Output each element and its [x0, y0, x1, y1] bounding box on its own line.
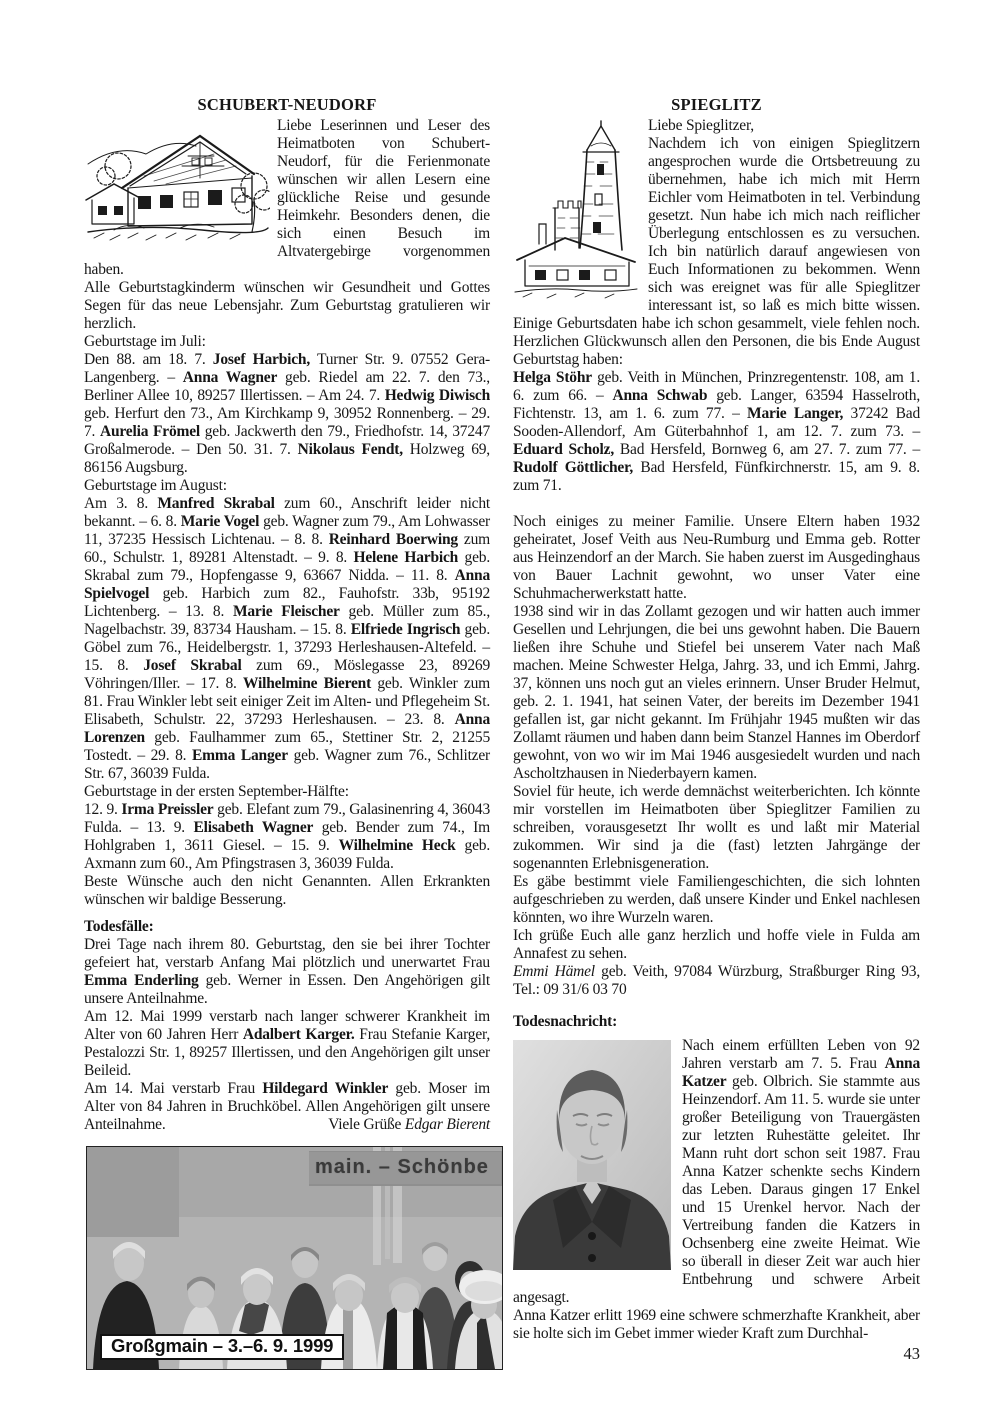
family-paragraph-3: Soviel für heute, ich werde demnächst weiterberichten. Ich könnte mir vorstellen im Heimatboten über Spieglitzer Familien zu schreiben, vorausgesetzt Ihr wollt es und laßt mir Material zukommen. Wir sind ja die (fast) letzten Jahrgänge der sogenannten Erlebnisgeneration.: [513, 783, 920, 872]
spieglitz-greeting: Liebe Spieglitzer,: [648, 117, 754, 134]
death-notice-2: Am 12. Mai 1999 verstarb nach langer schwerer Krankheit im Alter von 60 Jahren Herr Adalbert Karger. Frau Stefanie Karger, Pestalozzi Str. 1, 89257 Illertissen, und den Angehörigen gilt unser Beileid.: [84, 1008, 491, 1079]
wishes-paragraph: Beste Wünsche auch den nicht Genannten. Allen Erkrankten wünschen wir baldige Besserung.: [84, 873, 490, 908]
farmhouse-illustration-svg: [84, 120, 270, 244]
july-heading: Geburtstage im Juli:: [84, 333, 206, 350]
greeting-paragraph: Alle Geburtstagkinderm wünschen wir Gesundheit und Gottes Segen für das neue Lebensjahr. Zum Geburtstag gratulieren wir herzlich.: [84, 279, 490, 332]
section-title-schubert-neudorf: SCHUBERT-NEUDORF: [197, 95, 377, 114]
spieglitz-intro: [513, 117, 920, 369]
september-heading: Geburtstage in der ersten September-Hälfte:: [84, 783, 349, 800]
column-signature: Viele Grüße Edgar Bierent: [328, 1116, 490, 1133]
anna-katzer-portrait-image: [513, 1040, 671, 1270]
death-notice-3-text: Am 14. Mai verstarb Frau Hildegard Winkler geb. Moser im Alter von 84 Jahren in Bruchköbel. Allen Angehörigen gilt unsere Anteilnahme.: [84, 1080, 490, 1133]
tower-illustration-svg: [513, 120, 639, 302]
family-paragraph-1: Noch einiges zu meiner Familie. Unsere Eltern haben 1932 geheiratet, Josef Veith aus Neu-Rumburg und Emma geb. Rotter aus Heinzendorf an der March. Sie haben zuerst im Ausgedinghaus von Bauer Lachnit gewohnt, wo unser Vater eine Schuhmacherwerkstatt hatte.: [513, 513, 920, 602]
obituary-heading: Todesnachricht:: [513, 1013, 618, 1030]
august-birthday-list: Am 3. 8. Manfred Skrabal zum 60., Anschrift leider nicht bekannt. – 6. 8. Marie Vogel geb. Wagner zum 79., Am Lohwasser 11, 37235 Hessisch Lichtenau. – 8. 8. Reinhard Boerwing zum 60., Schulstr. 1, 89281 Altenstadt. – 9. 8. Helene Harbich geb. Skrabal zum 79., Hopfengasse 9, 63667 Nidda. – 11. 8. Anna Spielvogel geb. Harbich zum 82., Fauhofstr. 33b, 95192 Lichtenberg. – 13. 8. Marie Fleischer geb. Müller zum 85., Nagelbachstr. 39, 83734 Hausham. – 15. 8. Elfriede Ingrisch geb. Göbel zum 76., Heidelbergstr. 1, 37293 Herleshausen-Altefeld. – 15. 8. Josef Skrabal zum 69., Möslegasse 23, 89269 Vöhringen/Iller. – 17. 8. Wilhelmine Bierent geb. Winkler zum 81. Frau Winkler lebt seit einiger Zeit im Alten- und Pflegeheim St. Elisabeth, Schulstr. 22, 37293 Herleshausen. – 23. 8. Anna Lorenzen geb. Faulhammer zum 65., Stettiner Str. 2, 21255 Tostedt. – 29. 8. Emma Langer geb. Wagner zum 76., Schlitzer Str. 67, 36039 Fulda.: [84, 495, 491, 782]
section-spieglitz: [513, 96, 920, 1343]
spieglitz-intro-text: Nachdem ich von einigen Spieglitzern angesprochen wurde die Ortsbetreuung zu übernehmen, habe ich mich mit Herrn Eichler vom Heimatboten in tel. Verbindung gesetzt. Nun habe ich mich nach reiflicher Überlegung entschlossen es zu versuchen. Ich bin natürlich darauf angewiesen von Euch Informationen zu bekommen. Wenn sich was ereignet was für alle Spieglitzer interessant ist, so laß es mich bitte wissen. Einige Geburtsdaten habe ich schon gesammelt, viele fehlen noch. Herzlichen Glückwunsch allen den Personen, die bis Ende August Geburtstag haben:: [513, 135, 920, 368]
page-number: 43: [903, 1344, 920, 1363]
august-heading: Geburtstage im August:: [84, 477, 227, 494]
obituary-text: Nach einem erfüllten Leben von 92 Jahren verstarb am 7. 5. Frau Anna Katzer geb. Olbrich. Sie stammte aus Heinzendorf. Am 11. 5. wurde sie unter großer Beteiligung von Trauergästen zur letzten Ruhestätte geleitet. Ihr Mann ruht dort schon seit 1987. Frau Anna Katzer schenkte sechs Kindern das Leben. Daraus gingen 17 Enkel und 15 Urenkel hervor. Nach der Vertreibung fanden die Katzers in Ochsenberg eine zweite Heimat. Wie so überall in dieser Zeit war auch hier Entbehrung und schwere Arbeit angesagt.: [513, 1037, 920, 1306]
intro-paragraph: [84, 117, 490, 279]
obituary-paragraph-2: Anna Katzer erlitt 1969 eine schwere schmerzhafte Krankheit, aber sie holte sich im Gebet immer wieder Kraft zum Durchhal-: [513, 1307, 920, 1342]
family-paragraph-2: 1938 sind wir in das Zollamt gezogen und wir hatten auch immer Gesellen und Lehrjungen, die bei uns gewohnt haben. Die Bauern ließen ihre Schuhe und Stiefel bei unserem Vater nach Maß machen. Meine Schwester Helga, Jahrg. 33, und ich Emmi, Jahrg. 37, können uns noch gut an vieles erinnern. Unser Bruder Helmut, geb. 2. 1. 1941, hat seinen Vater, der bereits im Dezember 1941 gefallen ist, gar nicht gekannt. Im Frühjahr 1945 mußten wir das Zollamt räumen und haben dann beim Stanzel Hannes im Oberdorf gewohnt, von wo wir im Mai 1946 ausgesiedelt wurden und nach Ascholtzhausen in Niederbayern kamen.: [513, 603, 920, 782]
section-title-spieglitz: SPIEGLITZ: [671, 95, 762, 114]
death-notice-1: Drei Tage nach ihrem 80. Geburtstag, den sie bei ihrer Tochter gefeiert hat, verstarb Anfang Mai plötzlich und unerwartet Frau Emma Enderling geb. Werner in Essen. Den Angehörigen gilt unsere Anteilnahme.: [84, 936, 491, 1007]
family-paragraph-5: Ich grüße Euch alle ganz herzlich und hoffe viele in Fulda am Annafest zu sehen.: [513, 927, 920, 962]
intro-text: Liebe Leserinnen und Leser des Heimatboten von Schubert-Neudorf, für die Ferienmonate wünschen wir allen Lesern eine glückliche Reise und gesunde Heimkehr. Besonders denen, die sich einen Besuch im Altvatergebirge vorgenommen haben.: [84, 117, 490, 278]
july-birthday-list: Den 88. am 18. 7. Josef Harbich, Turner Str. 9. 07552 Gera-Langenberg. – Anna Wagner geb. Riedel am 22. 7. den 73., Berliner Allee 10, 89257 Illertissen. – Am 24. 7. Hedwig Diwisch geb. Herfurt den 73., Am Kirchkamp 9, 30952 Ronnenberg. – 29. 7. Aurelia Frömel geb. Jackwerth den 79., Friedhofstr. 14, 37247 Großalmerode. – Den 50. 31. 7. Nikolaus Fendt, Holzweg 69, 86156 Augsburg.: [84, 351, 491, 476]
author-signature: Emmi Hämel geb. Veith, 97084 Würzburg, Straßburger Ring 93, Tel.: 09 31/6 03 70: [513, 963, 920, 998]
photo-caption: Großgmain – 3.–6. 9. 1999: [100, 1334, 344, 1360]
deaths-heading: Todesfälle:: [84, 918, 154, 935]
farmhouse-illustration: [84, 120, 270, 244]
family-paragraph-4: Es gäbe bestimmt viele Familiengeschichten, die sich lohnten aufgeschrieben zu werden, daß unsere Kinder und Enkel nachlesen könnten, wo ihre Wurzeln waren.: [513, 873, 920, 926]
group-photo: [86, 1146, 503, 1370]
section-schubert-neudorf: [84, 96, 490, 1370]
spieglitz-birthday-list: Helga Stöhr geb. Veith in München, Prinzregentenstr. 108, am 1. 6. zum 66. – Anna Schwab geb. Langer, 63594 Hasselroth, Fichtenstr. 13, am 1. 6. zum 77. – Marie Langer, 37242 Bad Sooden-Allendorf, Am Güterbahnhof 1, am 12. 7. zum 73. – Eduard Scholz, Bad Hersfeld, Bornweg 6, am 27. 7. zum 77. – Rudolf Göttlicher, Bad Hersfeld, Fünfkirchnerstr. 15, am 9. 8. zum 71.: [513, 369, 921, 494]
september-birthday-list: 12. 9. Irma Preissler geb. Elefant zum 79., Galasinenring 4, 36043 Fulda. – 13. 9. Elisabeth Wagner geb. Bender zum 74., Im Hohlgraben 1, 3611 Giesel. – 15. 9. Wilhelmine Heck geb. Axmann zum 60., Am Pfingstrasen 3, 36039 Fulda.: [84, 801, 491, 872]
tower-illustration: [513, 120, 639, 302]
obituary-paragraph: [513, 1037, 920, 1307]
anna-katzer-portrait: [513, 1040, 671, 1270]
death-notice-3: [84, 1080, 490, 1134]
photo-banner-text: main. – Schönbe: [309, 1152, 501, 1184]
